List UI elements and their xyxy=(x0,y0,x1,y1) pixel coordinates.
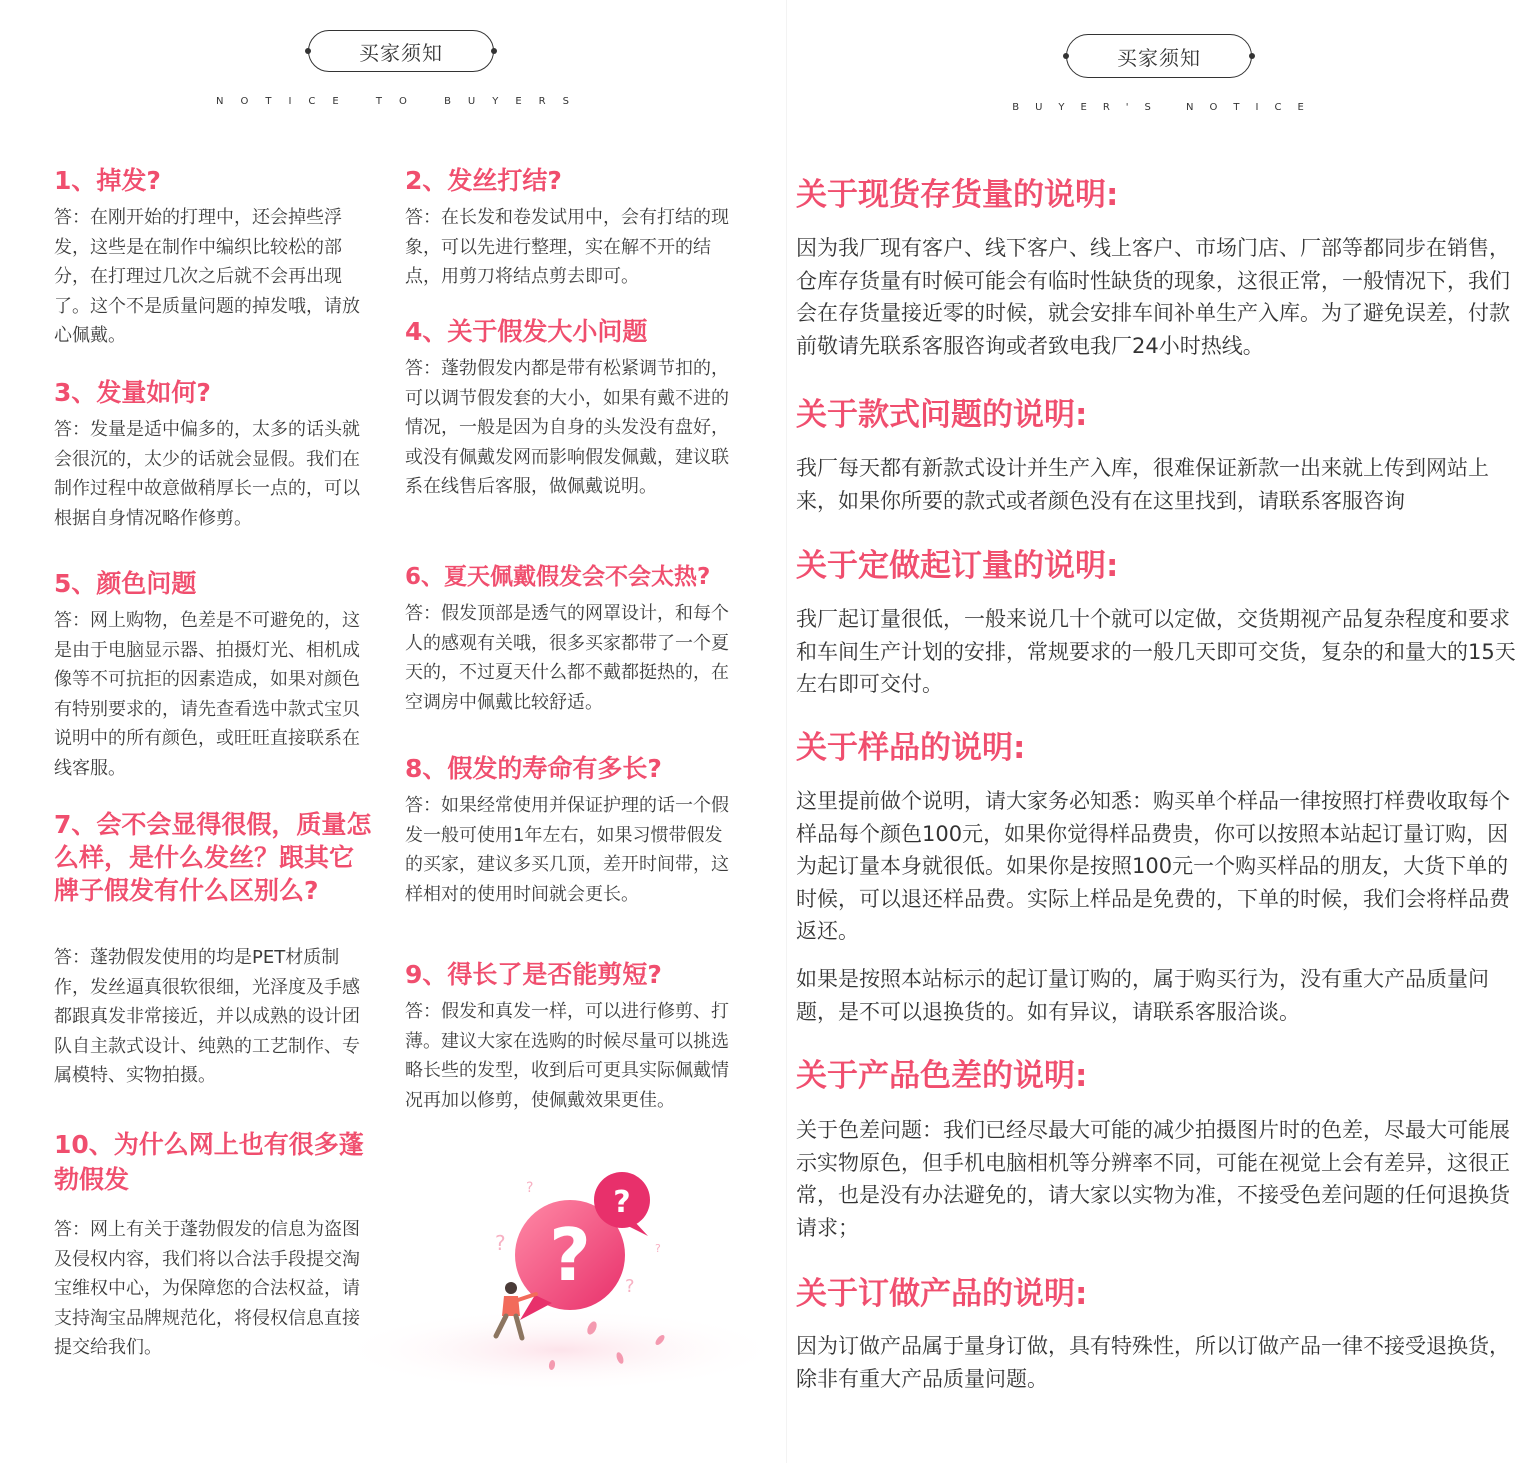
faq-item xyxy=(405,959,740,1115)
faq-question: 1、掉发? xyxy=(54,166,161,195)
section-body: 如果是按照本站标示的起订量订购的，属于购买行为，没有重大产品质量问题，是不可以退换货的。如有异议，请联系客服洽谈。 xyxy=(796,967,1489,1024)
section-title: 关于样品的说明: xyxy=(796,730,1026,766)
faq-answer: 答：蓬勃假发使用的均是PET材质制作，发丝逼真很软很细，光泽度及手感都跟真发非常接近，并以成熟的设计团队自主款式设计、纯熟的工艺制作、专属模特、实物拍摄。 xyxy=(54,947,360,1086)
faq-item xyxy=(405,165,740,292)
section-body: 我厂起订量很低，一般来说几十个就可以定做，交货期视产品复杂程度和要求和车间生产计划的安排，常规要求的一般几天即可交货，复杂的和量大的15天左右即可交付。 xyxy=(796,607,1516,696)
section-body: 因为订做产品属于量身订做，具有特殊性，所以订做产品一律不接受退换货，除非有重大产品质量问题。 xyxy=(796,1334,1510,1391)
faq-question: 4、关于假发大小问题 xyxy=(405,317,648,346)
notice-subtitle: BUYER'S NOTICE xyxy=(1012,102,1320,113)
faq-item xyxy=(405,316,740,502)
faq-answer: 答：网上有关于蓬勃假发的信息为盗图及侵权内容，我们将以合法手段提交淘宝维权中心，为保障您的合法权益，请支持淘宝品牌规范化，将侵权信息直接提交给我们。 xyxy=(54,1219,360,1358)
section-body: 这里提前做个说明，请大家务必知悉：购买单个样品一律按照打样费收取每个样品每个颜色100元，如果你觉得样品费贵，你可以按照本站起订量订购，因为起订量本身就很低。如果你是按照100元一个购买样品的朋友，大货下单的时候，可以退还样品费。实际上样品是免费的，下单的时候，我们会将样品费返还。 xyxy=(796,789,1510,943)
floating-question-icon: ? xyxy=(655,1242,661,1255)
floating-question-icon: ? xyxy=(625,1276,635,1297)
section-title: 关于款式问题的说明: xyxy=(796,397,1088,433)
faq-question: 10、为什么网上也有很多蓬勃假发 xyxy=(54,1130,364,1194)
faq-answer: 答：网上购物，色差是不可避免的，这是由于电脑显示器、拍摄灯光、相机成像等不可抗拒的因素造成，如果对颜色有特别要求的，请先查看选中款式宝贝说明中的所有颜色，或旺旺直接联系在线客服。 xyxy=(54,610,360,779)
faq-answer: 答：发量是适中偏多的，太多的话头就会很沉的，太少的话就会显假。我们在制作过程中故意做稍厚长一点的，可以根据自身情况略作修剪。 xyxy=(54,419,360,529)
section-title: 关于订做产品的说明: xyxy=(796,1276,1088,1312)
floating-question-icon: ? xyxy=(526,1180,534,1196)
notice-subtitle: NOTICE TO BUYERS xyxy=(216,96,586,107)
faq-question: 7、会不会显得很假，质量怎么样，是什么发丝？跟其它牌子假发有什么区别么? xyxy=(54,810,372,905)
faq-item xyxy=(54,377,374,533)
svg-text:?: ? xyxy=(613,1185,631,1220)
section-title: 关于现货存货量的说明: xyxy=(796,177,1119,213)
faq-item xyxy=(405,561,745,717)
faq-question: 6、夏天佩戴假发会不会太热? xyxy=(405,564,711,590)
faq-answer: 答：蓬勃假发内都是带有松紧调节扣的，可以调节假发套的大小，如果有戴不进的情况，一般是因为自身的头发没有盘好，或没有佩戴发网而影响假发佩戴，建议联系在线售后客服，做佩戴说明。 xyxy=(405,358,729,497)
faq-question: 2、发丝打结? xyxy=(405,166,562,195)
section-title: 关于产品色差的说明: xyxy=(796,1058,1088,1094)
floating-question-icon: ? xyxy=(495,1231,506,1255)
faq-item xyxy=(54,165,374,351)
faq-item xyxy=(54,1127,374,1363)
floor-shadow xyxy=(335,1308,785,1390)
faq-item xyxy=(54,808,374,1091)
faq-question: 5、颜色问题 xyxy=(54,569,197,598)
faq-answer: 答：假发顶部是透气的网罩设计，和每个人的感观有关哦，很多买家都带了一个夏天的，不过夏天什么都不戴都挺热的，在空调房中佩戴比较舒适。 xyxy=(405,603,729,713)
faq-item xyxy=(54,568,374,783)
notice-badge: 买家须知 xyxy=(308,30,494,72)
faq-question: 9、得长了是否能剪短? xyxy=(405,960,662,989)
faq-answer: 答：假发和真发一样，可以进行修剪、打薄。建议大家在选购的时候尽量可以挑选略长些的发型，收到后可更具实际佩戴情况再加以修剪，使佩戴效果更佳。 xyxy=(405,1001,729,1111)
section-body: 关于色差问题：我们已经尽最大可能的减少拍摄图片时的色差，尽最大可能展示实物原色，但手机电脑相机等分辨率不同，可能在视觉上会有差异，这很正常，也是没有办法避免的，请大家以实物为准，不接受色差问题的任何退换货请求； xyxy=(796,1118,1510,1240)
section-body: 因为我厂现有客户、线下客户、线上客户、市场门店、厂部等都同步在销售，仓库存货量有时候可能会有临时性缺货的现象，这很正常，一般情况下，我们会在存货量接近零的时候，就会安排车间补单生产入库。为了避免误差，付款前敬请先联系客服咨询或者致电我厂24小时热线。 xyxy=(796,236,1510,358)
section-body: 我厂每天都有新款式设计并生产入库，很难保证新款一出来就上传到网站上来，如果你所要的款式或者颜色没有在这里找到，请联系客服咨询 xyxy=(796,456,1489,513)
faq-answer: 答：在长发和卷发试用中，会有打结的现象，可以先进行整理，实在解不开的结点，用剪刀将结点剪去即可。 xyxy=(405,207,729,287)
faq-answer: 答：如果经常使用并保证护理的话一个假发一般可使用1年左右，如果习惯带假发的买家，建议多买几顶，差开时间带，这样相对的使用时间就会更长。 xyxy=(405,795,729,905)
faq-question: 8、假发的寿命有多长? xyxy=(405,754,662,783)
faq-answer: 答：在刚开始的打理中，还会掉些浮发，这些是在制作中编织比较松的部分，在打理过几次之后就不会再出现了。这个不是质量问题的掉发哦，请放心佩戴。 xyxy=(54,207,360,346)
section-title: 关于定做起订量的说明: xyxy=(796,548,1119,584)
svg-text:?: ? xyxy=(549,1213,591,1297)
question-illustration xyxy=(330,1160,786,1390)
notice-badge: 买家须知 xyxy=(1066,34,1252,78)
faq-item xyxy=(405,753,740,909)
faq-question: 3、发量如何? xyxy=(54,378,211,407)
right-notice-panel xyxy=(786,0,1531,1463)
